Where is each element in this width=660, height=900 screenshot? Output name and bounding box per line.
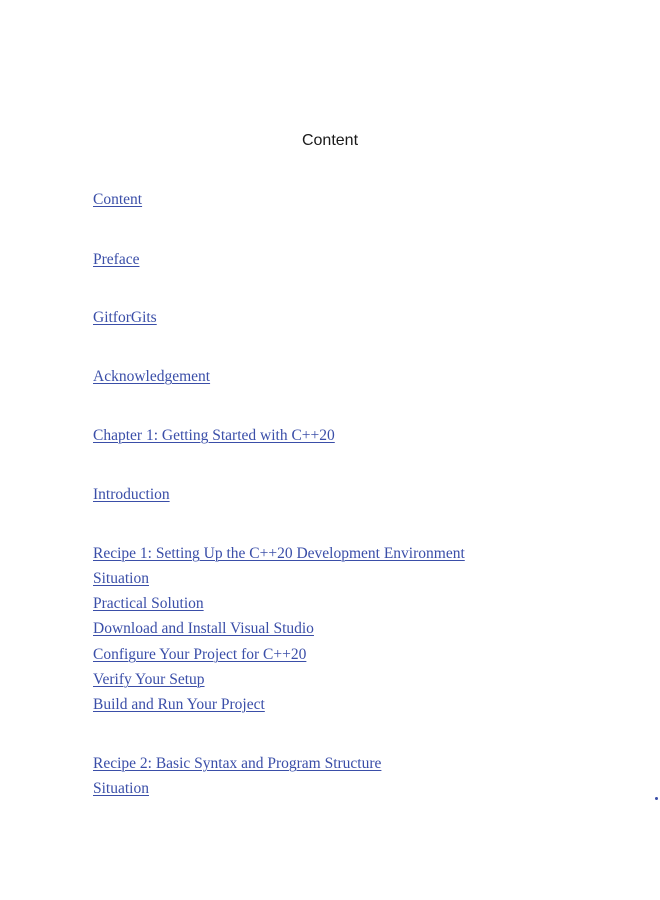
toc-link-build-and-run[interactable]: Build and Run Your Project xyxy=(93,696,265,713)
toc-link-verify-setup[interactable]: Verify Your Setup xyxy=(93,671,205,688)
page-title: Content xyxy=(301,132,359,149)
edge-mark-dot xyxy=(655,797,658,800)
toc-link-recipe-1[interactable]: Recipe 1: Setting Up the C++20 Development Environment xyxy=(93,545,465,562)
toc-link-content[interactable]: Content xyxy=(93,191,143,208)
toc-link-gitforgits[interactable]: GitforGits xyxy=(93,309,157,326)
toc-link-recipe-2[interactable]: Recipe 2: Basic Syntax and Program Structure xyxy=(93,755,382,772)
toc-link-introduction[interactable]: Introduction xyxy=(93,486,170,503)
toc-link-practical-solution[interactable]: Practical Solution xyxy=(93,595,204,612)
toc-link-chapter-1[interactable]: Chapter 1: Getting Started with C++20 xyxy=(93,427,335,444)
toc-link-preface[interactable]: Preface xyxy=(93,251,140,268)
toc-link-acknowledgement[interactable]: Acknowledgement xyxy=(93,368,211,385)
toc-link-recipe-1-situation[interactable]: Situation xyxy=(93,570,149,587)
toc-link-configure-project[interactable]: Configure Your Project for C++20 xyxy=(93,646,307,663)
toc-link-download-install-vs[interactable]: Download and Install Visual Studio xyxy=(93,620,314,637)
toc-link-recipe-2-situation[interactable]: Situation xyxy=(93,780,149,797)
